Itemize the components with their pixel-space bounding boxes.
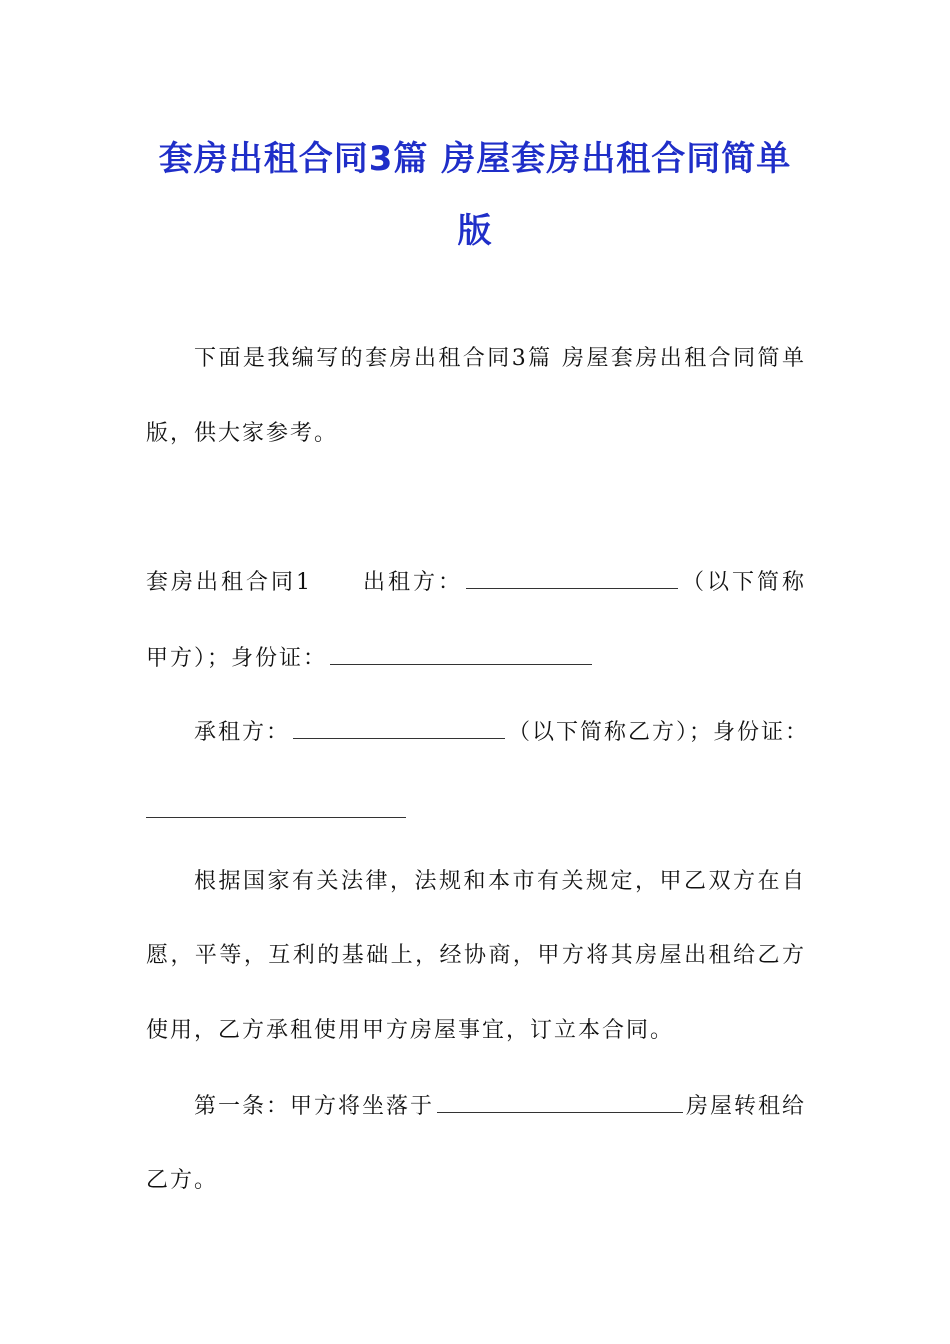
article-1-suffix: 房屋转租给 [686,1094,807,1119]
document-title-line-2: 版 [457,211,493,251]
basis-line-2: 愿，平等，互利的基础上，经协商，甲方将其房屋出租给乙方 [146,943,806,968]
tenant-suffix: （以下简称乙方）；身份证： [508,720,810,745]
contract-heading: 套房出租合同1 [146,570,312,595]
intro-line-2: 版，供大家参考。 [146,421,339,446]
intro-line-1: 下面是我编写的套房出租合同3篇 房屋套房出租合同简单 [194,346,806,371]
lessor-label: 出租方： [362,570,463,595]
lessor-line [146,566,806,599]
article-1-prefix: 第一条：甲方将坐落于 [194,1094,435,1119]
lessor-name-blank[interactable] [466,566,678,589]
basis-line-3: 使用，乙方承租使用甲方房屋事宜，订立本合同。 [146,1018,675,1043]
article-1-line-2: 乙方。 [146,1168,219,1193]
lessor-id-line [146,642,806,675]
basis-line-1: 根据国家有关法律，法规和本市有关规定，甲乙双方在自 [194,869,806,894]
property-address-blank[interactable] [437,1090,683,1113]
article-1-line [194,1090,806,1123]
lessor-suffix: （以下简称 [681,570,806,595]
document-title-line-1: 套房出租合同3篇 房屋套房出租合同简单 [158,139,792,179]
tenant-id-blank[interactable] [146,803,406,818]
lessor-id-label: 甲方）；身份证： [146,646,328,671]
tenant-label: 承租方： [194,720,291,745]
lessor-id-blank[interactable] [330,642,592,665]
tenant-line [194,716,810,749]
tenant-name-blank[interactable] [293,716,505,739]
